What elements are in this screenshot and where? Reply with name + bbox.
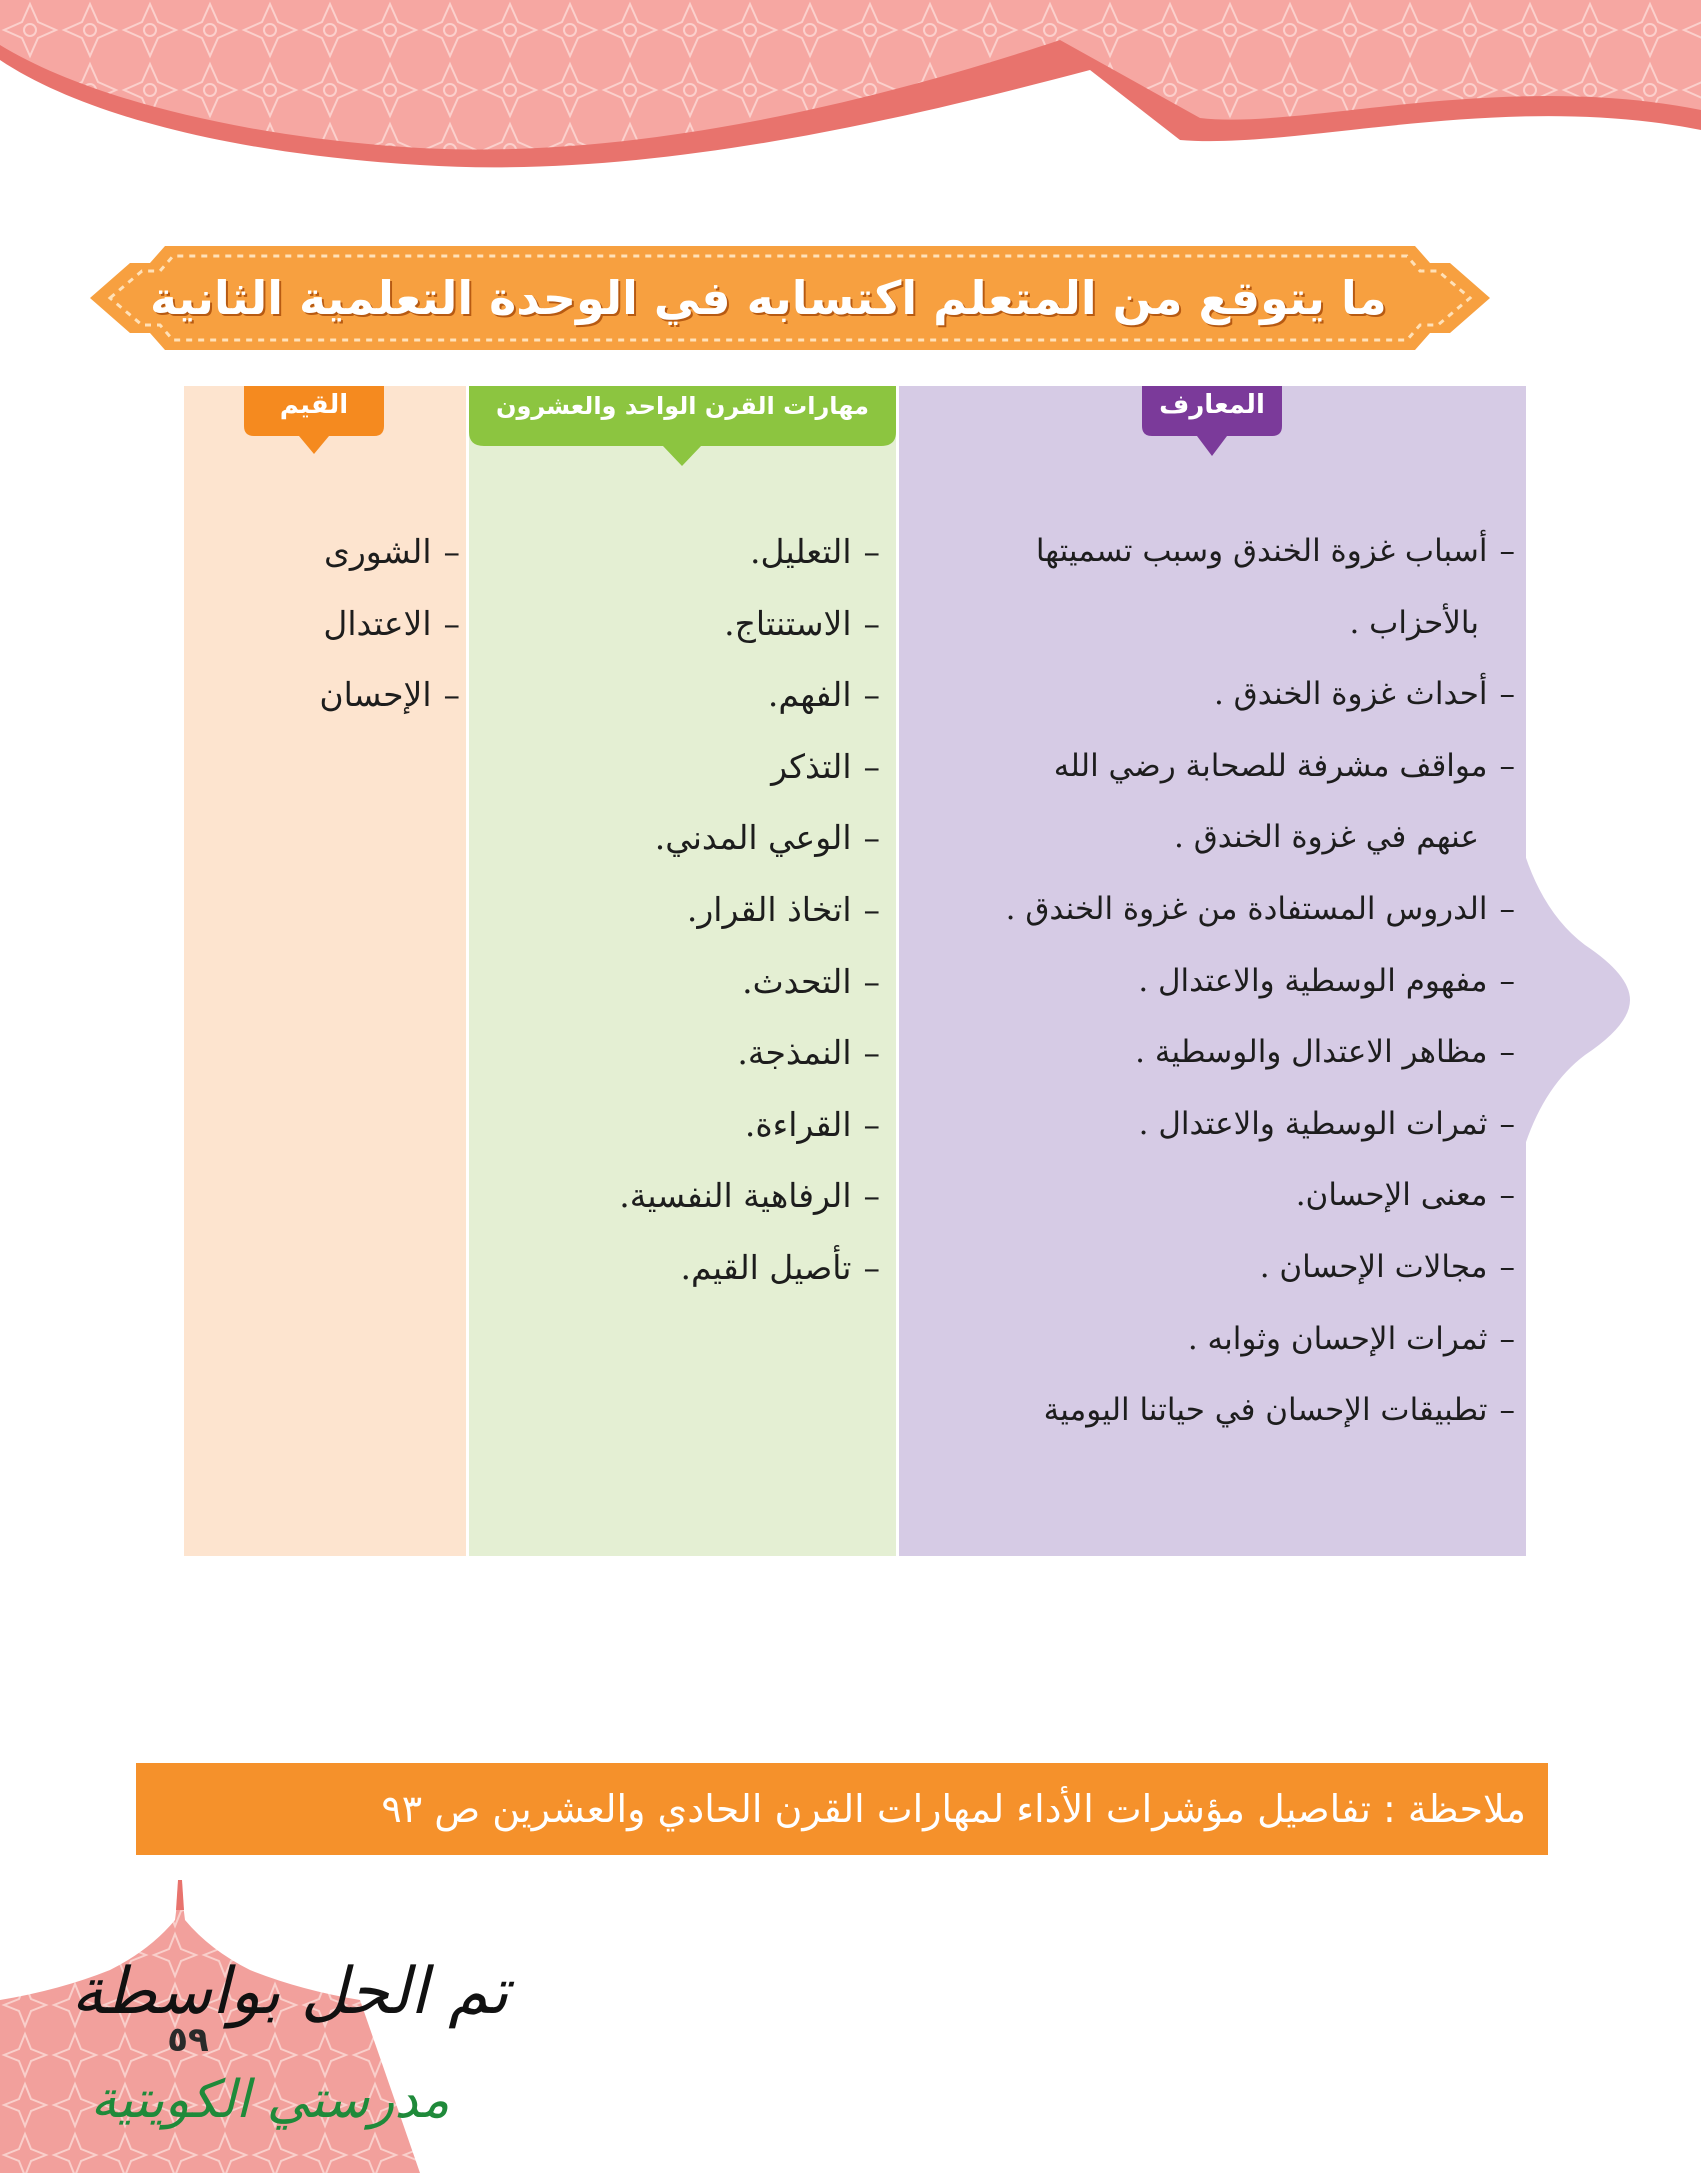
list-item: –القراءة. bbox=[744, 1104, 880, 1144]
list-item: –مظاهر الاعتدال والوسطية . bbox=[1135, 1034, 1515, 1071]
list-item: –التعليل. bbox=[750, 532, 880, 571]
list-item: –مفهوم الوسطية والاعتدال . bbox=[1138, 962, 1515, 999]
top-decorative-band bbox=[0, 0, 1701, 200]
skills-tab-label: مهارات القرن الواحد والعشرون bbox=[496, 392, 869, 420]
solution-stamp-line1: تم الحل بواسطة bbox=[71, 1955, 509, 2029]
list-item: عنهم في غزوة الخندق . bbox=[1174, 819, 1479, 856]
list-item: –الفهم. bbox=[767, 675, 880, 715]
values-tab-label: القيم bbox=[279, 390, 349, 420]
list-item: –ثمرات الوسطية والاعتدال . bbox=[1138, 1105, 1515, 1142]
list-item: –مجالات الإحسان . bbox=[1259, 1248, 1515, 1285]
list-item: –الشورى bbox=[324, 532, 460, 571]
list-item: –الاستنتاج. bbox=[724, 603, 880, 643]
list-item: –معنى الإحسان. bbox=[1295, 1177, 1515, 1214]
list-item: –تأصيل القيم. bbox=[680, 1247, 880, 1287]
note-text: ملاحظة : تفاصيل مؤشرات الأداء لمهارات القرن الحادي والعشرين ص ٩٣ bbox=[381, 1787, 1526, 1831]
list-item: –التحدث. bbox=[742, 961, 880, 1001]
page-title: ما يتوقع من المتعلم اكتسابه في الوحدة التعلمية الثانية bbox=[150, 271, 1387, 325]
list-item: –الاعتدال bbox=[323, 603, 460, 643]
list-item: –تطبيقات الإحسان في حياتنا اليومية bbox=[1043, 1392, 1515, 1429]
note-bar bbox=[136, 1763, 1548, 1855]
list-item: –أسباب غزوة الخندق وسبب تسميتها bbox=[1035, 533, 1515, 569]
list-item: –الدروس المستفادة من غزوة الخندق . bbox=[1005, 890, 1515, 927]
list-item: –ثمرات الإحسان وثوابه . bbox=[1187, 1320, 1515, 1357]
list-item: –أحداث غزوة الخندق . bbox=[1213, 676, 1515, 713]
skills-list bbox=[480, 516, 880, 1304]
solution-stamp-line2: مدرستي الكويتية bbox=[90, 2070, 450, 2130]
knowledge-tab-label: المعارف bbox=[1159, 390, 1265, 420]
list-item: بالأحزاب . bbox=[1349, 604, 1479, 641]
list-item: –الوعي المدني. bbox=[654, 818, 880, 858]
list-item: –مواقف مشرفة للصحابة رضي الله bbox=[1053, 747, 1515, 784]
list-item: –اتخاذ القرار. bbox=[686, 889, 880, 929]
list-item: –الرفاهية النفسية. bbox=[619, 1176, 880, 1216]
list-item: –النمذجة. bbox=[737, 1033, 880, 1073]
list-item: –التذكر bbox=[771, 746, 880, 786]
knowledge-list bbox=[905, 516, 1515, 1447]
values-list bbox=[190, 516, 460, 731]
list-item: –الإحسان bbox=[319, 675, 460, 715]
page-number: ٥٩ bbox=[167, 2020, 209, 2060]
